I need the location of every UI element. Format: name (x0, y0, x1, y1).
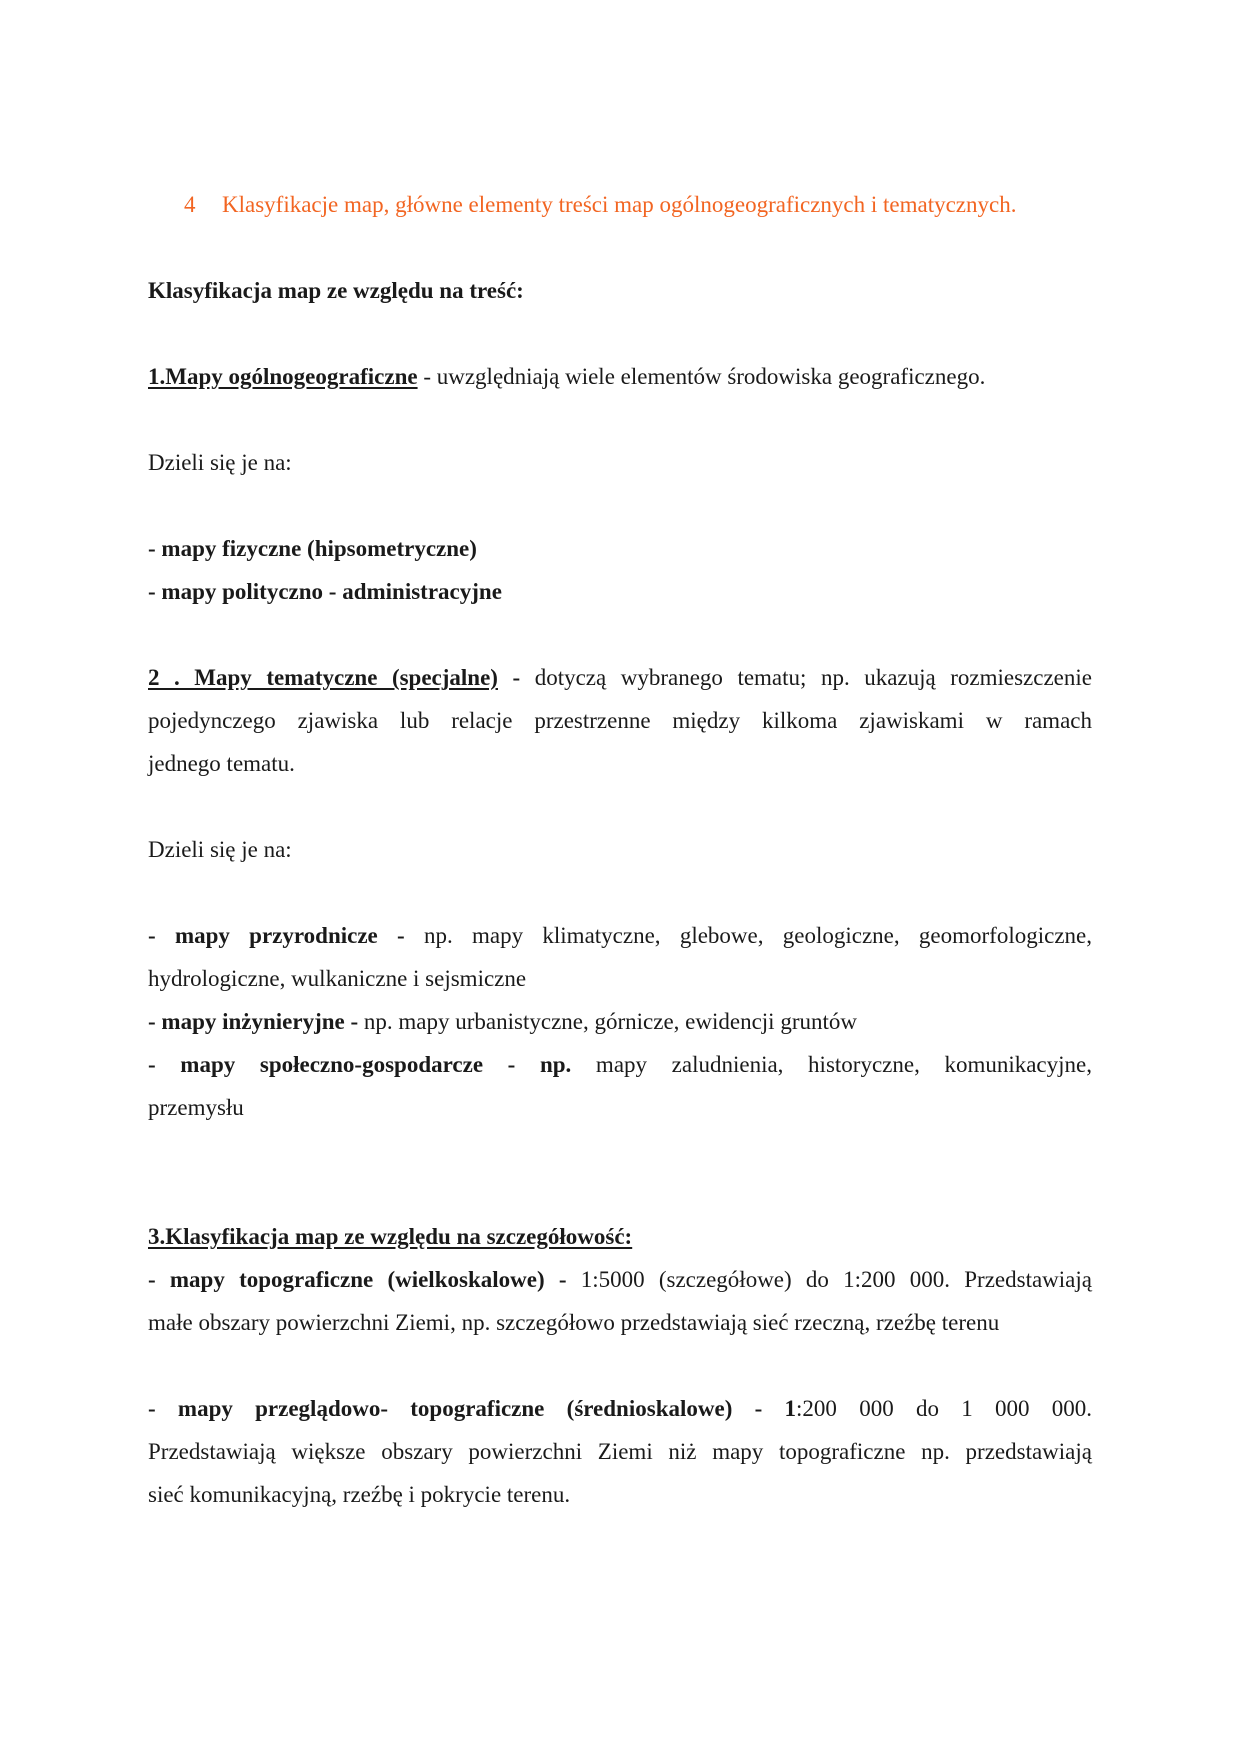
s2-line1-text: dotyczą wybranego tematu; np. ukazują rozmieszczenie (520, 665, 1092, 690)
s3-item-overview (148, 1394, 1092, 1424)
s2-item-nature (148, 921, 1092, 951)
s2-item3-text: mapy zaludnienia, historyczne, komunikacyjne, (571, 1052, 1092, 1077)
chapter-title: Klasyfikacje map, główne elementy treści map ogólnogeograficznych i tematycznych. (222, 192, 1017, 217)
s2-item-socioeconomic-cont: przemysłu (148, 1095, 244, 1120)
s3-item-overview-cont-2: sieć komunikacyjną, rzeźbę i pokrycie terenu. (148, 1482, 571, 1507)
s1-paragraph (148, 362, 985, 392)
s3-item2-text: :200 000 do 1 000 000. (796, 1396, 1093, 1421)
s2-item-socioeconomic (148, 1050, 1092, 1080)
s3-item2-label: - mapy przeglądowo- topograficzne (średnioskalowe) - 1 (148, 1396, 797, 1421)
s3-item-topographic (148, 1265, 1092, 1295)
s2-item2-text: np. mapy urbanistyczne, górnicze, ewidencji gruntów (358, 1009, 857, 1034)
s2-title: 2 . Mapy tematyczne (specjalne) (148, 665, 498, 690)
s2-line-1 (148, 663, 1092, 693)
s2-item-engineering (148, 1007, 857, 1037)
s1-text: - uwzględniają wiele elementów środowiska geograficznego. (417, 364, 986, 389)
s2-divide-text: Dzieli się je na: (148, 837, 292, 862)
s2-line-3: jednego tematu. (148, 751, 295, 776)
s3-item1-label: - mapy topograficzne (wielkoskalowe) - (148, 1267, 567, 1292)
s1-item-physical: - mapy fizyczne (hipsometryczne) (148, 536, 477, 561)
s1-divide-text: Dzieli się je na: (148, 450, 292, 475)
s1-item-political: - mapy polityczno - administracyjne (148, 579, 502, 604)
s3-item-overview-cont: Przedstawiają większe obszary powierzchni Ziemi niż mapy topograficzne np. przedstawiają (148, 1439, 1092, 1464)
s2-line-2: pojedynczego zjawiska lub relacje przestrzenne między kilkoma zjawiskami w ramach (148, 708, 1092, 733)
s3-item-topographic-cont: małe obszary powierzchni Ziemi, np. szczegółowo przedstawiają sieć rzeczną, rzeźbę terenu (148, 1310, 1000, 1335)
chapter-number: 4 (184, 192, 196, 217)
s2-item1-label: - mapy przyrodnicze - (148, 923, 405, 948)
s2-item-nature-cont: hydrologiczne, wulkaniczne i sejsmiczne (148, 966, 527, 991)
section-title: Klasyfikacja map ze względu na treść: (148, 278, 524, 303)
s2-item1-text: np. mapy klimatyczne, glebowe, geologiczne, geomorfologiczne, (404, 923, 1092, 948)
s2-item3-label: - mapy społeczno-gospodarcze - np. (148, 1052, 572, 1077)
s3-item1-text: 1:5000 (szczegółowe) do 1:200 000. Przedstawiają (566, 1267, 1092, 1292)
s3-title: 3.Klasyfikacja map ze względu na szczegółowość: (148, 1224, 633, 1249)
chapter-heading (184, 190, 1016, 220)
s1-title: 1.Mapy ogólnogeograficzne (148, 364, 418, 389)
s2-dash: - (497, 665, 521, 690)
s2-item2-label: - mapy inżynieryjne - (148, 1009, 359, 1034)
